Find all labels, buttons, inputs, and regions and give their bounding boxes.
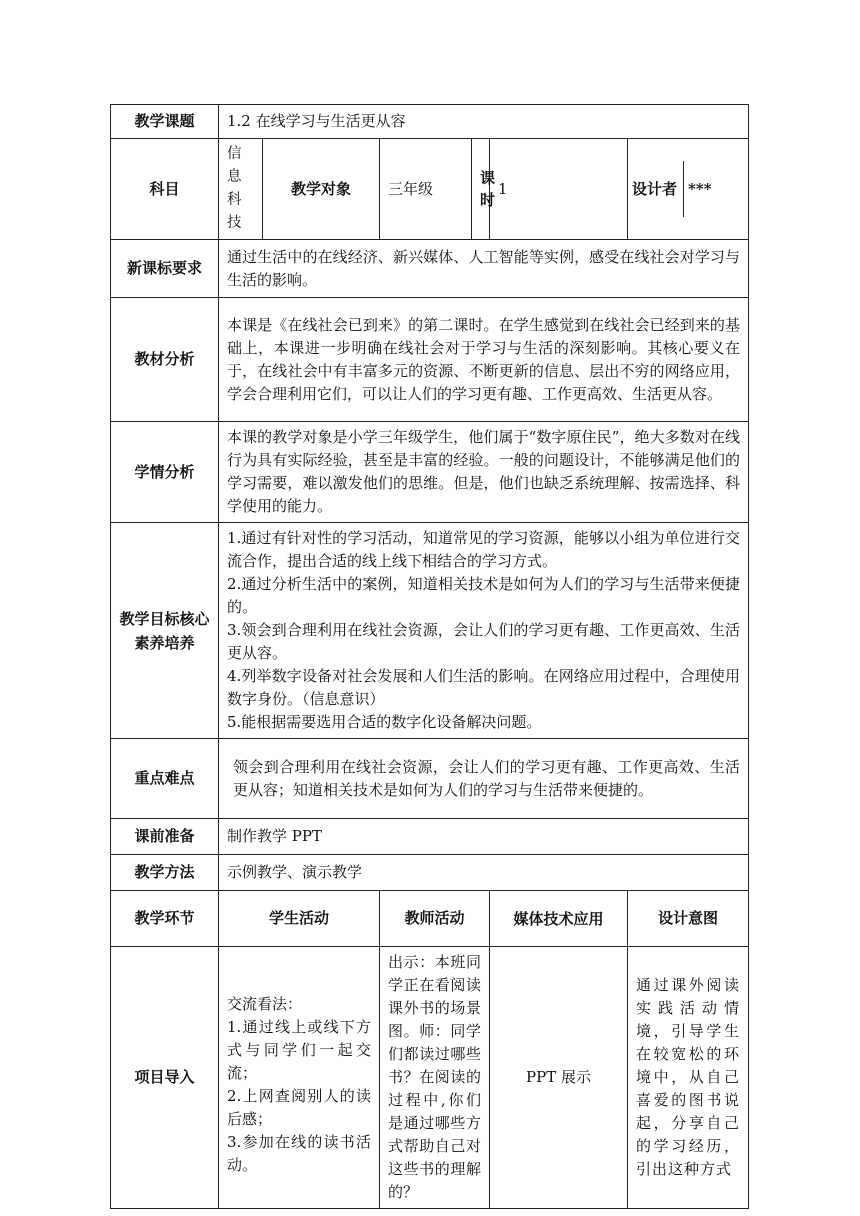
header-media: 媒体技术应用: [490, 891, 628, 947]
key-value: 领会到合理利用在线社会资源，会让人们的学习更有趣、工作更高效、生活更从容；知道相关技术是如何为人们的学习与生活带来便捷的。: [219, 739, 749, 819]
media-usage: PPT 展示: [490, 947, 628, 1209]
lesson-plan-table: [110, 104, 749, 1209]
designer-value: ***: [683, 161, 712, 217]
row-info: [111, 139, 749, 240]
row-standard: [111, 240, 749, 298]
method-label: 教学方法: [111, 855, 219, 891]
stage-name: 项目导入: [111, 947, 219, 1209]
row-topic: [111, 105, 749, 139]
header-intent: 设计意图: [628, 891, 749, 947]
row-goals: [111, 523, 749, 739]
student-activity-line: 2.上网查阅别人的读后感；: [227, 1086, 371, 1128]
goals-label: 教学目标核心素养培养: [111, 523, 219, 739]
row-prep: [111, 819, 749, 855]
teacher-activity: 出示：本班同学正在看阅读课外书的场景图。师：同学们都读过哪些书？在阅读的过程中,你们是通过哪些方式帮助自己对这些书的理解的？: [380, 947, 490, 1209]
goal-item: 3.领会到合理利用在线社会资源，会让人们的学习更有趣、工作更高效、生活更从容。: [227, 621, 741, 662]
subject-value: 信息科技: [219, 139, 263, 240]
goals-list: [219, 523, 749, 739]
header-student: 学生活动: [219, 891, 380, 947]
row-learner: [111, 422, 749, 523]
student-activity: [219, 947, 380, 1209]
goal-item: 2.通过分析生活中的案例，知道相关技术是如何为人们的学习与生活带来便捷的。: [227, 575, 741, 616]
material-value: 本课是《在线社会已到来》的第二课时。在学生感觉到在线社会已经到来的基础上，本课进一步明确在线社会对于学习与生活的深刻影响。其核心要义在于，在线社会中有丰富多元的资源、不断更新的信息、层出不穷的网络应用，学会合理利用它们，可以让人们的学习更有趣、工作更高效、生活更从容。: [219, 298, 749, 422]
design-intent: 通过课外阅读实践活动情境，引导学生在较宽松的环境中，从自己喜爱的图书说起，分享自己的学习经历，引出这种方式: [628, 947, 749, 1209]
topic-label: 教学课题: [111, 105, 219, 139]
audience-label: 教学对象: [263, 139, 380, 240]
prep-value: 制作教学 PPT: [219, 819, 749, 855]
period-label: 课时: [472, 139, 490, 240]
prep-label: 课前准备: [111, 819, 219, 855]
student-activity-line: 1.通过线上或线下方式与同学们一起交流；: [227, 1017, 371, 1082]
header-stage: 教学环节: [111, 891, 219, 947]
goal-item: 5.能根据需要选用合适的数字化设备解决问题。: [227, 713, 542, 731]
student-activity-line: 3.参加在线的读书活动。: [227, 1132, 371, 1174]
header-teacher: 教师活动: [380, 891, 490, 947]
process-row: [111, 947, 749, 1209]
material-label: 教材分析: [111, 298, 219, 422]
subject-label: 科目: [111, 139, 219, 240]
audience-value: 三年级: [380, 139, 472, 240]
period-value: 1: [490, 139, 628, 240]
designer-label: 设计者: [632, 179, 678, 198]
goal-item: 4.列举数字设备对社会发展和人们生活的影响。在网络应用过程中，合理使用数字身份。（信息意识）: [227, 667, 741, 708]
method-value: 示例教学、演示教学: [219, 855, 749, 891]
standard-value: 通过生活中的在线经济、新兴媒体、人工智能等实例，感受在线社会对学习与生活的影响。: [219, 240, 749, 298]
standard-label: 新课标要求: [111, 240, 219, 298]
topic-value: 1.2 在线学习与生活更从容: [219, 105, 749, 139]
learner-value: 本课的教学对象是小学三年级学生，他们属于“数字原住民”，绝大多数对在线行为具有实际经验，甚至是丰富的经验。一般的问题设计，不能够满足他们的学习需要，难以激发他们的思维。但是，他们也缺乏系统理解、按需选择、科学使用的能力。: [219, 422, 749, 523]
student-activity-line: 交流看法：: [227, 994, 303, 1013]
designer-cell: [628, 139, 749, 240]
key-label: 重点难点: [111, 739, 219, 819]
row-method: [111, 855, 749, 891]
learner-label: 学情分析: [111, 422, 219, 523]
row-key: [111, 739, 749, 819]
row-material: [111, 298, 749, 422]
process-header-row: [111, 891, 749, 947]
goal-item: 1.通过有针对性的学习活动，知道常见的学习资源，能够以小组为单位进行交流合作，提出合适的线上线下相结合的学习方式。: [227, 529, 741, 570]
